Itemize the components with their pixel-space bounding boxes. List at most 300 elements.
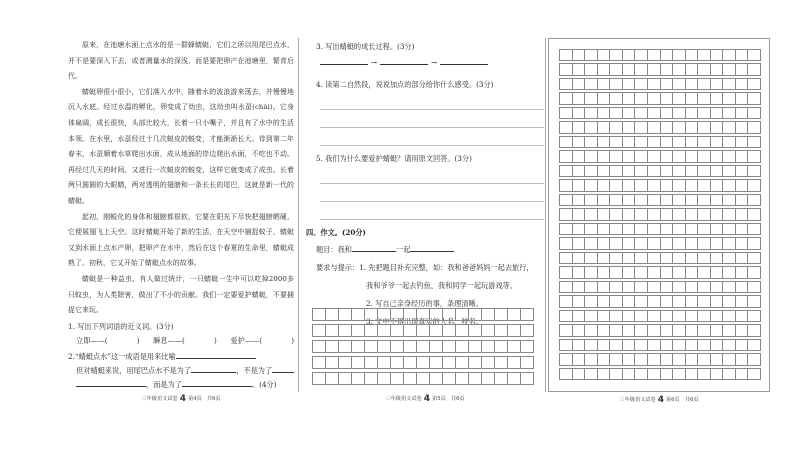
grid-cell[interactable] [647, 180, 660, 190]
grid-cell[interactable] [572, 311, 585, 321]
grid-cell[interactable] [685, 311, 698, 321]
grid-cell[interactable] [685, 180, 698, 190]
grid-cell[interactable] [429, 341, 442, 352]
grid-cell[interactable] [559, 267, 572, 277]
grid-cell[interactable] [572, 340, 585, 350]
grid-cell[interactable] [735, 180, 748, 190]
grid-cell[interactable] [609, 369, 622, 379]
grid-cell[interactable] [597, 238, 610, 248]
grid-cell[interactable] [634, 137, 647, 147]
grid-cell[interactable] [747, 354, 761, 364]
grid-cell[interactable] [647, 151, 660, 161]
grid-cell[interactable] [747, 195, 761, 205]
grid-cell[interactable] [559, 340, 572, 350]
grid-cell[interactable] [597, 79, 610, 89]
grid-cell[interactable] [622, 108, 635, 118]
grid-cell[interactable] [559, 151, 572, 161]
grid-cell[interactable] [634, 166, 647, 176]
grid-cell[interactable] [572, 224, 585, 234]
grid-cell[interactable] [622, 64, 635, 74]
grid-cell[interactable] [622, 166, 635, 176]
grid-cell[interactable] [468, 309, 481, 320]
grid-cell[interactable] [685, 340, 698, 350]
grid-cell[interactable] [722, 253, 735, 263]
answer-line[interactable] [320, 166, 544, 184]
grid-cell[interactable] [685, 369, 698, 379]
grid-cell[interactable] [364, 357, 377, 368]
grid-cell[interactable] [685, 151, 698, 161]
grid-cell[interactable] [660, 122, 673, 132]
grid-cell[interactable] [520, 373, 534, 384]
grid-cell[interactable] [455, 357, 468, 368]
grid-cell[interactable] [572, 282, 585, 292]
grid-cell[interactable] [697, 267, 710, 277]
grid-cell[interactable] [634, 253, 647, 263]
grid-cell[interactable] [468, 357, 481, 368]
grid-cell[interactable] [622, 122, 635, 132]
grid-cell[interactable] [364, 373, 377, 384]
grid-cell[interactable] [584, 296, 597, 306]
grid-cell[interactable] [672, 296, 685, 306]
grid-cell[interactable] [747, 253, 761, 263]
grid-cell[interactable] [572, 151, 585, 161]
grid-cell[interactable] [609, 325, 622, 335]
grid-cell[interactable] [622, 253, 635, 263]
grid-cell[interactable] [697, 340, 710, 350]
grid-cell[interactable] [559, 50, 572, 60]
grid-cell[interactable] [672, 122, 685, 132]
grid-cell[interactable] [559, 369, 572, 379]
grid-cell[interactable] [416, 325, 429, 336]
grid-cell[interactable] [609, 195, 622, 205]
grid-cell[interactable] [634, 325, 647, 335]
grid-cell[interactable] [735, 311, 748, 321]
grid-cell[interactable] [403, 309, 416, 320]
grid-cell[interactable] [710, 311, 723, 321]
grid-cell[interactable] [672, 354, 685, 364]
grid-cell[interactable] [325, 309, 338, 320]
grid-cell[interactable] [722, 325, 735, 335]
grid-cell[interactable] [559, 282, 572, 292]
grid-cell[interactable] [634, 209, 647, 219]
grid-cell[interactable] [584, 166, 597, 176]
grid-cell[interactable] [609, 209, 622, 219]
answer-blank[interactable] [380, 56, 428, 65]
answer-blank[interactable] [320, 56, 368, 65]
grid-cell[interactable] [351, 357, 364, 368]
grid-cell[interactable] [559, 253, 572, 263]
grid-cell[interactable] [507, 373, 520, 384]
grid-cell[interactable] [609, 166, 622, 176]
grid-cell[interactable] [722, 282, 735, 292]
grid-cell[interactable] [722, 224, 735, 234]
grid-cell[interactable] [377, 341, 390, 352]
grid-cell[interactable] [622, 93, 635, 103]
grid-cell[interactable] [609, 180, 622, 190]
grid-cell[interactable] [735, 209, 748, 219]
grid-cell[interactable] [609, 296, 622, 306]
grid-cell[interactable] [735, 325, 748, 335]
grid-cell[interactable] [660, 50, 673, 60]
grid-cell[interactable] [722, 93, 735, 103]
grid-cell[interactable] [507, 325, 520, 336]
grid-cell[interactable] [481, 357, 494, 368]
grid-cell[interactable] [634, 180, 647, 190]
grid-cell[interactable] [685, 325, 698, 335]
grid-cell[interactable] [710, 340, 723, 350]
grid-cell[interactable] [722, 122, 735, 132]
grid-cell[interactable] [572, 79, 585, 89]
grid-cell[interactable] [747, 267, 761, 277]
grid-cell[interactable] [647, 166, 660, 176]
grid-cell[interactable] [429, 373, 442, 384]
grid-cell[interactable] [647, 340, 660, 350]
grid-cell[interactable] [609, 93, 622, 103]
grid-cell[interactable] [710, 64, 723, 74]
grid-cell[interactable] [660, 354, 673, 364]
grid-cell[interactable] [622, 325, 635, 335]
grid-cell[interactable] [747, 64, 761, 74]
grid-cell[interactable] [660, 79, 673, 89]
grid-cell[interactable] [559, 79, 572, 89]
grid-cell[interactable] [660, 296, 673, 306]
grid-cell[interactable] [377, 309, 390, 320]
grid-cell[interactable] [559, 137, 572, 147]
answer-blank[interactable] [176, 350, 256, 359]
grid-cell[interactable] [685, 166, 698, 176]
grid-cell[interactable] [710, 108, 723, 118]
grid-cell[interactable] [572, 325, 585, 335]
grid-cell[interactable] [559, 296, 572, 306]
grid-cell[interactable] [455, 309, 468, 320]
grid-cell[interactable] [622, 195, 635, 205]
grid-cell[interactable] [325, 341, 338, 352]
grid-cell[interactable] [672, 282, 685, 292]
grid-cell[interactable] [672, 195, 685, 205]
grid-cell[interactable] [735, 224, 748, 234]
grid-cell[interactable] [559, 354, 572, 364]
grid-cell[interactable] [722, 340, 735, 350]
grid-cell[interactable] [584, 224, 597, 234]
grid-cell[interactable] [572, 64, 585, 74]
grid-cell[interactable] [735, 369, 748, 379]
grid-cell[interactable] [442, 373, 455, 384]
grid-cell[interactable] [634, 340, 647, 350]
grid-cell[interactable] [660, 151, 673, 161]
grid-cell[interactable] [660, 166, 673, 176]
grid-cell[interactable] [672, 180, 685, 190]
grid-cell[interactable] [685, 267, 698, 277]
grid-cell[interactable] [747, 151, 761, 161]
grid-cell[interactable] [351, 341, 364, 352]
grid-cell[interactable] [685, 64, 698, 74]
grid-cell[interactable] [735, 50, 748, 60]
grid-cell[interactable] [403, 341, 416, 352]
grid-cell[interactable] [685, 93, 698, 103]
grid-cell[interactable] [672, 253, 685, 263]
grid-cell[interactable] [697, 64, 710, 74]
grid-cell[interactable] [622, 224, 635, 234]
grid-cell[interactable] [710, 267, 723, 277]
grid-cell[interactable] [597, 93, 610, 103]
grid-cell[interactable] [634, 354, 647, 364]
grid-cell[interactable] [697, 166, 710, 176]
grid-cell[interactable] [572, 253, 585, 263]
grid-cell[interactable] [597, 151, 610, 161]
grid-cell[interactable] [685, 122, 698, 132]
grid-cell[interactable] [722, 311, 735, 321]
grid-cell[interactable] [710, 122, 723, 132]
answer-blank[interactable] [272, 364, 294, 373]
grid-cell[interactable] [455, 341, 468, 352]
grid-cell[interactable] [597, 267, 610, 277]
grid-cell[interactable] [710, 354, 723, 364]
grid-cell[interactable] [494, 309, 507, 320]
grid-cell[interactable] [377, 373, 390, 384]
grid-cell[interactable] [351, 373, 364, 384]
grid-cell[interactable] [747, 93, 761, 103]
grid-cell[interactable] [481, 309, 494, 320]
grid-cell[interactable] [722, 354, 735, 364]
grid-cell[interactable] [747, 108, 761, 118]
grid-cell[interactable] [710, 137, 723, 147]
grid-cell[interactable] [584, 311, 597, 321]
grid-cell[interactable] [481, 341, 494, 352]
answer-line[interactable] [320, 184, 544, 202]
grid-cell[interactable] [697, 325, 710, 335]
answer-blank[interactable] [76, 378, 146, 387]
grid-cell[interactable] [597, 180, 610, 190]
grid-cell[interactable] [597, 108, 610, 118]
grid-cell[interactable] [559, 108, 572, 118]
grid-cell[interactable] [634, 296, 647, 306]
grid-cell[interactable] [747, 296, 761, 306]
grid-cell[interactable] [597, 282, 610, 292]
grid-cell[interactable] [697, 354, 710, 364]
grid-cell[interactable] [572, 209, 585, 219]
grid-cell[interactable] [559, 325, 572, 335]
grid-cell[interactable] [722, 79, 735, 89]
grid-cell[interactable] [597, 224, 610, 234]
grid-cell[interactable] [572, 166, 585, 176]
grid-cell[interactable] [609, 122, 622, 132]
grid-cell[interactable] [747, 166, 761, 176]
grid-cell[interactable] [660, 253, 673, 263]
grid-cell[interactable] [609, 224, 622, 234]
grid-cell[interactable] [722, 166, 735, 176]
grid-cell[interactable] [597, 195, 610, 205]
grid-cell[interactable] [609, 50, 622, 60]
grid-cell[interactable] [455, 373, 468, 384]
grid-cell[interactable] [622, 311, 635, 321]
grid-cell[interactable] [481, 373, 494, 384]
grid-cell[interactable] [559, 180, 572, 190]
grid-cell[interactable] [622, 267, 635, 277]
grid-cell[interactable] [351, 325, 364, 336]
grid-cell[interactable] [660, 108, 673, 118]
composition-grid[interactable] [312, 308, 534, 388]
grid-cell[interactable] [622, 369, 635, 379]
grid-cell[interactable] [442, 357, 455, 368]
grid-cell[interactable] [660, 64, 673, 74]
grid-cell[interactable] [338, 341, 351, 352]
grid-cell[interactable] [507, 357, 520, 368]
answer-line[interactable] [320, 92, 544, 110]
grid-cell[interactable] [584, 340, 597, 350]
grid-cell[interactable] [597, 340, 610, 350]
grid-cell[interactable] [622, 137, 635, 147]
grid-cell[interactable] [609, 253, 622, 263]
grid-cell[interactable] [559, 311, 572, 321]
grid-cell[interactable] [572, 369, 585, 379]
grid-cell[interactable] [622, 296, 635, 306]
grid-cell[interactable] [494, 341, 507, 352]
grid-cell[interactable] [722, 369, 735, 379]
grid-cell[interactable] [559, 224, 572, 234]
grid-cell[interactable] [722, 296, 735, 306]
grid-cell[interactable] [647, 354, 660, 364]
grid-cell[interactable] [672, 108, 685, 118]
grid-cell[interactable] [697, 79, 710, 89]
grid-cell[interactable] [377, 325, 390, 336]
grid-cell[interactable] [647, 282, 660, 292]
title-blank[interactable] [352, 243, 396, 252]
grid-cell[interactable] [494, 357, 507, 368]
grid-cell[interactable] [710, 282, 723, 292]
grid-cell[interactable] [697, 195, 710, 205]
grid-cell[interactable] [312, 325, 325, 336]
grid-cell[interactable] [468, 341, 481, 352]
grid-cell[interactable] [403, 373, 416, 384]
grid-cell[interactable] [660, 340, 673, 350]
grid-cell[interactable] [647, 209, 660, 219]
grid-cell[interactable] [672, 325, 685, 335]
grid-cell[interactable] [747, 325, 761, 335]
grid-cell[interactable] [584, 282, 597, 292]
grid-cell[interactable] [647, 369, 660, 379]
grid-cell[interactable] [609, 64, 622, 74]
grid-cell[interactable] [747, 79, 761, 89]
grid-cell[interactable] [494, 325, 507, 336]
grid-cell[interactable] [520, 357, 534, 368]
grid-cell[interactable] [634, 267, 647, 277]
grid-cell[interactable] [697, 311, 710, 321]
grid-cell[interactable] [403, 357, 416, 368]
grid-cell[interactable] [647, 224, 660, 234]
grid-cell[interactable] [416, 357, 429, 368]
grid-cell[interactable] [634, 50, 647, 60]
grid-cell[interactable] [572, 195, 585, 205]
grid-cell[interactable] [622, 354, 635, 364]
grid-cell[interactable] [647, 50, 660, 60]
grid-cell[interactable] [609, 340, 622, 350]
grid-cell[interactable] [647, 325, 660, 335]
grid-cell[interactable] [559, 122, 572, 132]
grid-cell[interactable] [647, 253, 660, 263]
grid-cell[interactable] [572, 137, 585, 147]
grid-cell[interactable] [364, 309, 377, 320]
grid-cell[interactable] [634, 64, 647, 74]
grid-cell[interactable] [747, 180, 761, 190]
grid-cell[interactable] [584, 325, 597, 335]
grid-cell[interactable] [710, 238, 723, 248]
grid-cell[interactable] [442, 309, 455, 320]
grid-cell[interactable] [660, 195, 673, 205]
grid-cell[interactable] [672, 50, 685, 60]
grid-cell[interactable] [584, 180, 597, 190]
grid-cell[interactable] [364, 341, 377, 352]
grid-cell[interactable] [572, 180, 585, 190]
grid-cell[interactable] [697, 151, 710, 161]
grid-cell[interactable] [722, 180, 735, 190]
grid-cell[interactable] [660, 267, 673, 277]
grid-cell[interactable] [634, 311, 647, 321]
grid-cell[interactable] [697, 122, 710, 132]
grid-cell[interactable] [429, 357, 442, 368]
grid-cell[interactable] [584, 93, 597, 103]
grid-cell[interactable] [735, 151, 748, 161]
grid-cell[interactable] [609, 238, 622, 248]
grid-cell[interactable] [672, 224, 685, 234]
composition-grid[interactable] [559, 49, 761, 382]
grid-cell[interactable] [747, 50, 761, 60]
grid-cell[interactable] [710, 195, 723, 205]
grid-cell[interactable] [559, 209, 572, 219]
grid-cell[interactable] [722, 151, 735, 161]
grid-cell[interactable] [697, 369, 710, 379]
grid-cell[interactable] [672, 340, 685, 350]
grid-cell[interactable] [507, 309, 520, 320]
grid-cell[interactable] [672, 311, 685, 321]
grid-cell[interactable] [609, 108, 622, 118]
grid-cell[interactable] [722, 64, 735, 74]
grid-cell[interactable] [622, 238, 635, 248]
grid-cell[interactable] [584, 50, 597, 60]
grid-cell[interactable] [584, 238, 597, 248]
grid-cell[interactable] [672, 238, 685, 248]
grid-cell[interactable] [685, 238, 698, 248]
grid-cell[interactable] [597, 137, 610, 147]
grid-cell[interactable] [572, 122, 585, 132]
grid-cell[interactable] [364, 325, 377, 336]
grid-cell[interactable] [660, 282, 673, 292]
grid-cell[interactable] [572, 93, 585, 103]
grid-cell[interactable] [622, 79, 635, 89]
grid-cell[interactable] [597, 50, 610, 60]
grid-cell[interactable] [429, 325, 442, 336]
grid-cell[interactable] [312, 341, 325, 352]
grid-cell[interactable] [609, 282, 622, 292]
grid-cell[interactable] [735, 93, 748, 103]
grid-cell[interactable] [325, 373, 338, 384]
grid-cell[interactable] [325, 325, 338, 336]
grid-cell[interactable] [622, 180, 635, 190]
grid-cell[interactable] [710, 296, 723, 306]
grid-cell[interactable] [609, 354, 622, 364]
grid-cell[interactable] [634, 224, 647, 234]
grid-cell[interactable] [660, 369, 673, 379]
grid-cell[interactable] [634, 79, 647, 89]
grid-cell[interactable] [672, 93, 685, 103]
grid-cell[interactable] [660, 325, 673, 335]
grid-cell[interactable] [697, 238, 710, 248]
grid-cell[interactable] [672, 64, 685, 74]
grid-cell[interactable] [584, 209, 597, 219]
grid-cell[interactable] [722, 209, 735, 219]
grid-cell[interactable] [710, 180, 723, 190]
grid-cell[interactable] [647, 195, 660, 205]
grid-cell[interactable] [660, 209, 673, 219]
